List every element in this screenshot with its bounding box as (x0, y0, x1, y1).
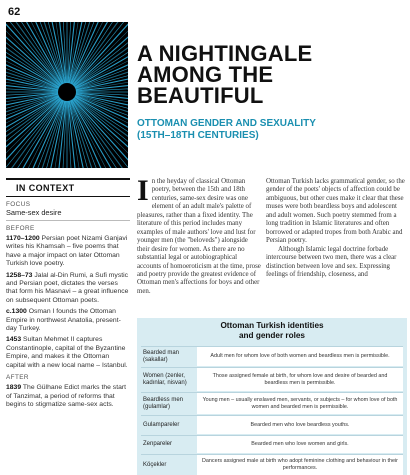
page-subtitle (137, 118, 407, 142)
body-paragraph: Although Islamic legal doctrine forbade intercourse between two men, there was a clear distinction between love and sex. Expressing feelings of friendship, closeness, and (266, 245, 397, 278)
timeline-text: Osman I founds the Ottoman Empire in northwest Anatolia, present-day Turkey. (6, 308, 121, 333)
timeline-entry (6, 384, 130, 409)
subtitle-line-2: (15TH–18TH CENTURIES) (137, 130, 259, 141)
timeline-entry (6, 308, 130, 333)
timeline-date: 1170–1200 (6, 235, 40, 242)
page-number: 62 (8, 6, 21, 18)
timeline-date: c.1300 (6, 308, 27, 316)
drop-cap: I (137, 174, 149, 207)
title-line-1: A NIGHTINGALE (137, 41, 313, 66)
timeline-entry (6, 272, 130, 306)
table-row (141, 392, 403, 414)
table-row (141, 346, 403, 366)
timeline-text: The Gülhane Edict marks the start of Tanzimat, a period of reforms that begins to stigmatize same-sex acts. (6, 384, 127, 408)
focus-label: FOCUS (6, 201, 31, 208)
body-column-1 (137, 174, 261, 296)
starburst-illustration (6, 22, 128, 168)
table-term: Gulampareler (143, 421, 180, 428)
table-title (137, 318, 407, 346)
page-title (137, 43, 407, 106)
timeline-text: Jalal al-Din Rumi, a Sufi mystic and Persian poet, dictates the verses that form his Masnavi – a great influence on subsequent Ottoman poets. (6, 271, 129, 304)
table-title-line: and gender roles (239, 331, 305, 340)
table-definition: Adult men for whom love of both women and beardless men is permissible. (197, 347, 403, 366)
table-row (141, 415, 403, 434)
subtitle-line-1: OTTOMAN GENDER AND SEXUALITY (137, 118, 316, 129)
table-row (141, 367, 403, 391)
title-line-3: BEAUTIFUL (137, 83, 264, 108)
timeline-date: 1258–73 (6, 271, 33, 279)
table-definition: Those assigned female at birth, for whom love and desire of bearded and beardless men is permissible. (197, 368, 403, 391)
timeline-entry (6, 336, 130, 370)
timeline-entry (6, 235, 130, 269)
body-paragraph: n the heyday of classical Ottoman poetry, between the 15th and 18th centuries, same-sex desire was one element of an adult male's palette of pleasures, rather than a fixed identity. The literature of this period includes many examples of male authors' love and lust for younger men (the "beloveds") alongside their desire for women. As there are no substantial legal or autobiographical accounts of homoeroticism at the time, prose and poetry provide the greatest evidence of Ottoman men's affections for boys and other men. (137, 178, 261, 295)
table-term: Women (zenler, kadınlar, nisvan) (143, 372, 187, 386)
gender-roles-table (137, 318, 407, 475)
table-definition: Bearded men who love beardless youths. (197, 416, 403, 434)
body-paragraph: Ottoman Turkish lacks grammatical gender, so the gender of the poets' objects of affection could be ambiguous, but other cues make it clear that these muses were both beardless boys and adolescent and adult women. Such poetry stemmed from a long tradition in Islamic literatures and often borrowed or adapted tropes from both Arabic and Persian poetry. (266, 178, 405, 245)
before-label: BEFORE (6, 225, 35, 232)
in-context-heading: IN CONTEXT (6, 178, 130, 197)
starburst-rays (6, 22, 128, 168)
table-definition: Bearded men who love women and girls. (197, 436, 403, 453)
table-row (141, 435, 403, 453)
timeline-text: Persian poet Nizami Ganjavi writes his Khamsah – five poems that have a major impact on later Ottoman Turkish love poetry. (6, 235, 128, 268)
after-label: AFTER (6, 374, 29, 382)
timeline-date: 1839 (6, 384, 22, 392)
table-definition: Young men – usually enslaved men, servants, or subjects – for whom love of both women and bearded men is permissible. (197, 393, 403, 414)
table-term: Beardless men (gulamlar) (143, 396, 184, 410)
table-term: Zenpareler (143, 441, 173, 447)
table-term: Köçekler (143, 461, 167, 468)
timeline-text: Sultan Mehmet II captures Constantinople, capital of the Byzantine Empire, and makes it the Ottoman capital with a new local name – Istanbul. (6, 336, 128, 369)
table-definition: Dancers assigned male at birth who adopt feminine clothing and behaviour in their performances. (197, 455, 403, 475)
timeline-date: 1453 (6, 336, 22, 344)
table-term: Bearded man (sakallar) (143, 349, 180, 363)
in-context-sidebar (6, 178, 130, 409)
body-column-2 (266, 178, 406, 279)
title-line-2: AMONG THE (137, 62, 274, 87)
table-row (141, 454, 403, 475)
focus-value: Same-sex desire (6, 208, 130, 221)
table-title-line: Ottoman Turkish identities (220, 321, 324, 330)
